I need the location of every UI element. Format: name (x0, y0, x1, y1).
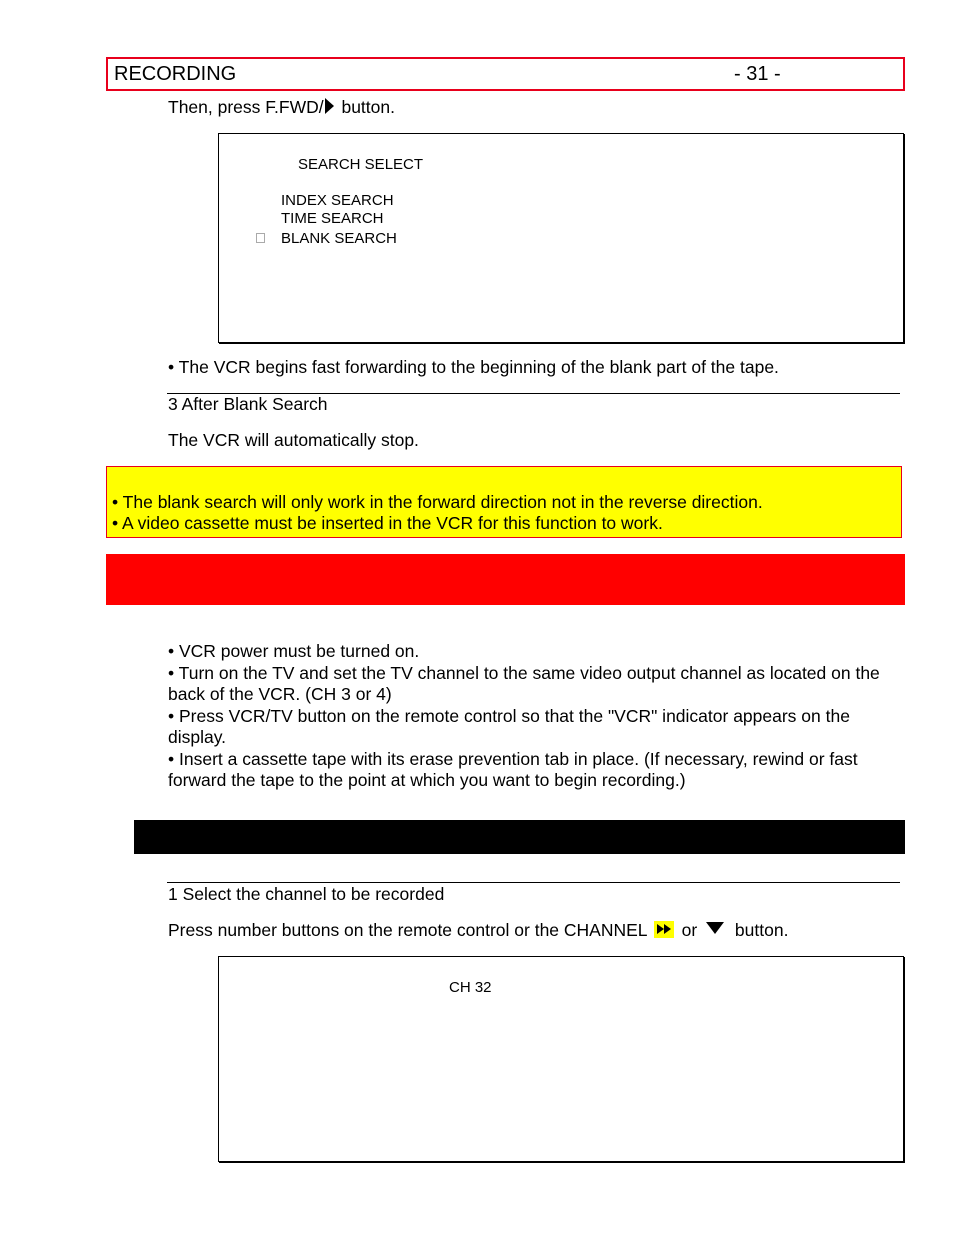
search-option-blank: BLANK SEARCH (281, 230, 397, 247)
page-header (106, 57, 905, 91)
section-banner-red (106, 554, 905, 605)
step1-text-before: Press number buttons on the remote control or the CHANNEL (168, 920, 652, 940)
preparation-list (168, 641, 903, 792)
section-banner-black (134, 820, 905, 854)
note-line-1: • The blank search will only work in the forward direction not in the reverse direction. (112, 492, 763, 512)
preparation-item: • VCR power must be turned on. (168, 641, 420, 661)
search-option-time: TIME SEARCH (281, 210, 384, 227)
blank-search-note: • The VCR begins fast forwarding to the beginning of the blank part of the tape. (168, 357, 779, 377)
search-select-title: SEARCH SELECT (298, 156, 424, 173)
preparation-item: • Insert a cassette tape with its erase prevention tab in place. (If necessary, rewind or fast forward the tape to the point at which you want to begin recording.) (168, 748, 858, 790)
preparation-item: • Turn on the TV and set the TV channel to the same video output channel as located on the back of the VCR. (CH 3 or 4) (168, 662, 880, 704)
preparation-item: • Press VCR/TV button on the remote control so that the "VCR" indicator appears on the display. (168, 705, 850, 747)
note-line-2: • A video cassette must be inserted in the VCR for this function to work. (112, 513, 663, 533)
step3-heading: 3 After Blank Search (168, 394, 328, 414)
channel-up-icon (654, 921, 674, 938)
selection-cursor-icon (256, 233, 265, 243)
channel-label: CH 32 (449, 979, 492, 996)
note-box (106, 466, 902, 538)
play-triangle-icon (325, 98, 334, 114)
step2-text-after: button. (336, 97, 395, 117)
step1-heading: 1 Select the channel to be recorded (168, 884, 445, 904)
step2-instruction (168, 97, 395, 119)
step1-text-after: button. (730, 920, 789, 940)
search-option-index: INDEX SEARCH (281, 192, 394, 209)
section-divider (167, 882, 900, 883)
step1-instruction (168, 920, 788, 942)
section-title: RECORDING (114, 63, 237, 85)
step1-text-or: or (676, 920, 703, 940)
step2-text-before: Then, press F.FWD/ (168, 97, 324, 117)
channel-down-icon (706, 922, 724, 934)
step3-text: The VCR will automatically stop. (168, 430, 419, 450)
page-number: - 31 - (734, 63, 781, 85)
channel-screen (218, 956, 904, 1162)
